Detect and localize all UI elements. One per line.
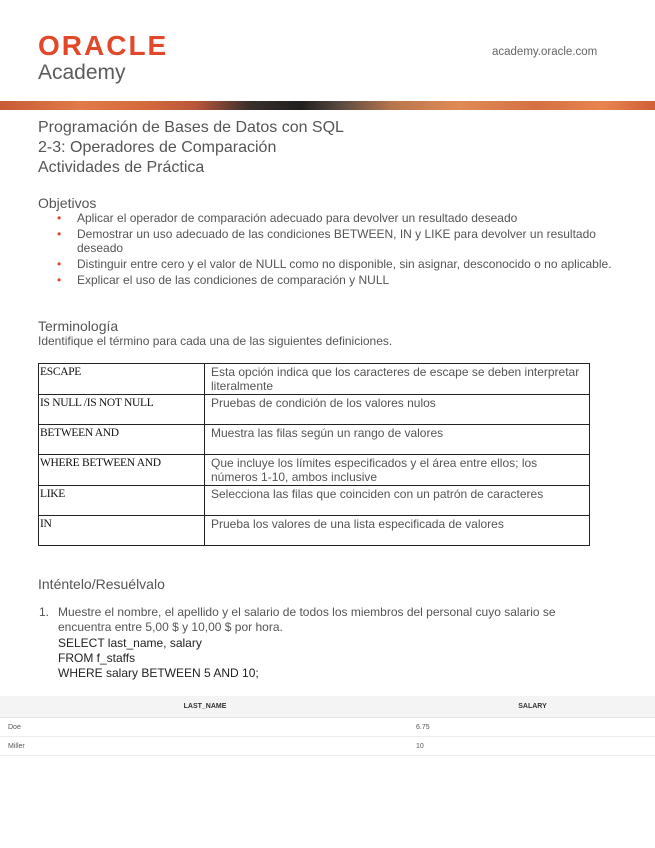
table-row	[39, 425, 590, 455]
sql-code	[58, 636, 259, 681]
column-header-salary[interactable]: SALARY	[518, 703, 547, 710]
table-row	[39, 455, 590, 486]
query-result-table	[0, 696, 655, 756]
term-cell: WHERE BETWEEN AND	[39, 455, 205, 486]
list-item: • Demostrar un uso adecuado de las condiciones BETWEEN, IN y LIKE para devolver un resultado deseado	[57, 227, 596, 255]
definition-cell: Selecciona las filas que coinciden con un patrón de caracteres	[205, 486, 590, 516]
definition-cell: Muestra las filas según un rango de valores	[205, 425, 590, 455]
list-item: • Aplicar el operador de comparación adecuado para devolver un resultado deseado	[57, 211, 518, 225]
sql-line: SELECT last_name, salary	[58, 636, 202, 650]
bullet-icon: •	[57, 257, 62, 271]
definition-cell: Pruebas de condición de los valores nulos	[205, 395, 590, 425]
site-url: academy.oracle.com	[492, 46, 598, 58]
definition-cell: Prueba los valores de una lista especificada de valores	[205, 516, 590, 546]
sql-line: FROM f_staffs	[58, 651, 136, 665]
objectives-list	[57, 211, 617, 289]
term-cell: LIKE	[39, 486, 205, 516]
list-item: • Distinguir entre cero y el valor de NULL como no disponible, sin asignar, desconocido o no aplicable.	[57, 257, 612, 271]
column-header-last-name[interactable]: LAST_NAME	[183, 703, 227, 710]
page-title	[38, 118, 344, 178]
course-title: Programación de Bases de Datos con SQL	[38, 119, 344, 136]
terminology-table	[38, 363, 590, 546]
term-cell: IS NULL /IS NOT NULL	[39, 395, 205, 425]
problem-text: Muestre el nombre, el apellido y el salario de todos los miembros del personal cuyo salario se encuentra entre 5,00 $ y 10,00 $ por hora.	[58, 605, 556, 634]
last-name-cell: Doe	[8, 723, 21, 731]
terminology-heading: Terminología	[38, 318, 119, 334]
bullet-icon: •	[57, 273, 62, 287]
definition-cell: Que incluye los límites especificados y el área entre ellos; los números 1-10, ambos inclusive	[205, 455, 590, 486]
problem-1	[38, 605, 608, 635]
table-row	[0, 737, 655, 756]
activity-title: Actividades de Práctica	[38, 159, 205, 176]
salary-cell: 10	[416, 742, 424, 750]
bullet-icon: •	[57, 211, 62, 225]
sql-line: WHERE salary BETWEEN 5 AND 10;	[58, 666, 259, 680]
problem-number: 1.	[39, 605, 50, 619]
term-cell: IN	[39, 516, 205, 546]
header-banner	[0, 101, 655, 110]
table-row	[39, 516, 590, 546]
definition-cell: Esta opción indica que los caracteres de escape se deben interpretar literalmente	[205, 364, 590, 395]
list-item: • Explicar el uso de las condiciones de comparación y NULL	[57, 273, 390, 287]
last-name-cell: Miller	[8, 742, 25, 750]
table-row	[39, 364, 590, 395]
lesson-title: 2-3: Operadores de Comparación	[38, 139, 277, 156]
salary-cell: 6.75	[416, 723, 430, 731]
oracle-logo: ORACLE	[38, 30, 169, 61]
practice-heading: Inténtelo/Resuélvalo	[38, 576, 165, 592]
table-row	[0, 718, 655, 737]
table-row	[39, 395, 590, 425]
objectives-heading: Objetivos	[38, 195, 97, 211]
academy-label: Academy	[38, 61, 126, 84]
terminology-intro: Identifique el término para cada una de las siguientes definiciones.	[38, 334, 393, 348]
term-cell: ESCAPE	[39, 364, 205, 395]
result-header	[0, 696, 655, 718]
bullet-icon: •	[57, 227, 62, 241]
term-cell: BETWEEN AND	[39, 425, 205, 455]
table-row	[39, 486, 590, 516]
